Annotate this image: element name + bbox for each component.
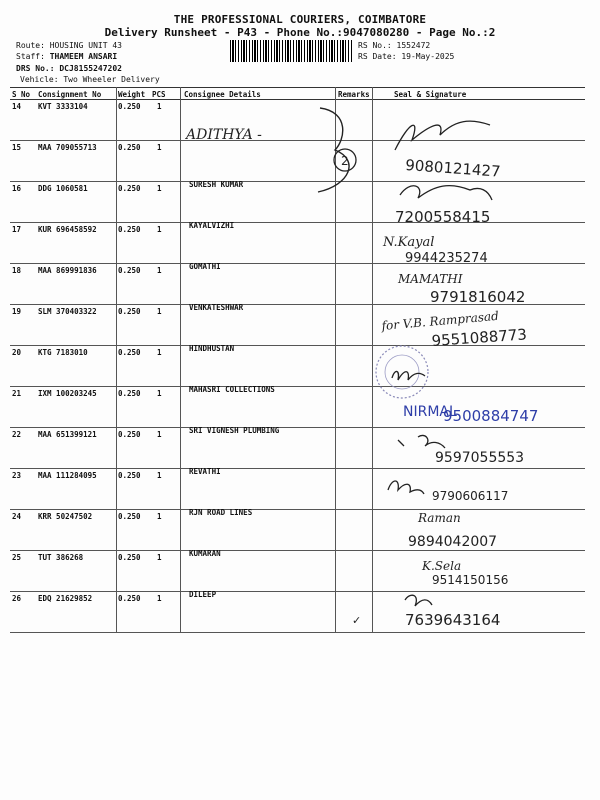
row-weight: 0.250	[118, 512, 141, 521]
row-consignment-no: MAA 651399121	[38, 430, 97, 439]
handwritten-phone: 9080121427	[404, 156, 502, 181]
row-weight: 0.250	[118, 553, 141, 562]
row-pcs: 1	[157, 266, 162, 275]
row-consignment-no: IXM 100203245	[38, 389, 97, 398]
row-sno: 26	[12, 594, 22, 603]
handwritten-signature: K.Sela	[422, 559, 462, 573]
runsheet-subtitle: Delivery Runsheet - P43 - Phone No.:9047080280 - Page No.:2	[104, 26, 496, 39]
row-consignment-no: KRR 50247502	[38, 512, 93, 521]
staff-value: THAMEEM ANSARI	[49, 52, 118, 61]
row-pcs: 1	[157, 184, 162, 193]
row-pcs: 1	[157, 471, 162, 480]
rs-number: RS No.: 1552472	[358, 41, 431, 50]
row-weight: 0.250	[118, 348, 141, 357]
handwritten-phone: 9790606117	[432, 489, 509, 503]
handwritten-phone: 9514150156	[432, 573, 509, 587]
row-consignment-no: MAA 869991836	[38, 266, 97, 275]
col-weight-header: Weight	[118, 90, 146, 99]
col-signature-header: Seal & Signature	[394, 90, 467, 99]
vehicle-info: Vehicle: Two Wheeler Delivery	[20, 75, 160, 84]
row-weight: 0.250	[118, 266, 141, 275]
row-sno: 19	[12, 307, 22, 316]
row-consignee: DILEEP	[189, 590, 217, 599]
row-sno: 14	[12, 102, 22, 111]
row-pcs: 1	[157, 225, 162, 234]
row-pcs: 1	[157, 553, 162, 562]
row-sno: 20	[12, 348, 22, 357]
remarks-bracket	[318, 108, 349, 192]
row-weight: 0.250	[118, 225, 141, 234]
handwritten-phone: 9597055553	[435, 450, 525, 466]
row-consignment-no: TUT 386268	[38, 553, 84, 562]
handwritten-phone: 7200558415	[395, 208, 491, 226]
row-pcs: 1	[157, 430, 162, 439]
handwritten-phone: 9894042007	[408, 534, 498, 550]
handwritten-name-adithya: ADITHYA -	[186, 127, 262, 143]
company-title: THE PROFESSIONAL COURIERS, COIMBATORE	[173, 13, 427, 26]
handwritten-signature: Raman	[418, 511, 461, 525]
row-sno: 23	[12, 471, 22, 480]
col-consignee-header: Consignee Details	[184, 90, 261, 99]
drs-value: DCJ8155247202	[59, 64, 122, 73]
row-weight: 0.250	[118, 471, 141, 480]
row-consignment-no: DDG 1060581	[38, 184, 88, 193]
signature-mark	[392, 371, 425, 380]
row-sno: 22	[12, 430, 22, 439]
row-sno: 21	[12, 389, 22, 398]
row-consignee: SURESH KUMAR	[189, 180, 244, 189]
row-sno: 24	[12, 512, 22, 521]
signature-mark	[398, 435, 445, 448]
row-pcs: 1	[157, 102, 162, 111]
row-consignee: VENKATESHWAR	[189, 303, 244, 312]
row-consignment-no: SLM 370403322	[38, 307, 97, 316]
handwritten-signature: for V.B. Ramprasad	[381, 308, 500, 333]
handwritten-phone: 9551088773	[431, 325, 528, 350]
col-sno-header: S No	[12, 90, 31, 99]
handwritten-phone: 9791816042	[430, 288, 526, 306]
handwritten-signature: N.Kayal	[383, 235, 435, 250]
seal-stamp-inner	[385, 355, 419, 389]
row-pcs: 1	[157, 307, 162, 316]
row-consignee: REVATHI	[189, 467, 221, 476]
row-pcs: 1	[157, 594, 162, 603]
row-weight: 0.250	[118, 143, 141, 152]
row-consignee: SRI VIGNESH PLUMBING	[189, 426, 280, 435]
row-pcs: 1	[157, 143, 162, 152]
row-consignee: GOMATHI	[189, 262, 221, 271]
signature-mark	[405, 595, 432, 606]
row-consignment-no: KUR 696458592	[38, 225, 97, 234]
drs-label: DRS No.:	[16, 64, 55, 73]
row-sno: 15	[12, 143, 22, 152]
row-consignee: RJN ROAD LINES	[189, 508, 253, 517]
row-weight: 0.250	[118, 389, 141, 398]
route-info: Route: HOUSING UNIT 43	[16, 41, 122, 50]
staff-label: Staff:	[16, 52, 45, 61]
row-consignee: KUMARAN	[189, 549, 221, 558]
row-consignment-no: MAA 709055713	[38, 143, 97, 152]
rs-date: RS Date: 19-May-2025	[358, 52, 455, 61]
row-sno: 16	[12, 184, 22, 193]
seal-stamp	[376, 346, 428, 398]
handwritten-signature: MAMATHI	[398, 272, 463, 286]
signature-mark	[400, 186, 492, 200]
row-pcs: 1	[157, 389, 162, 398]
row-sno: 25	[12, 553, 22, 562]
handwritten-phone: 9500884747	[443, 407, 539, 425]
row-sno: 17	[12, 225, 22, 234]
handwritten-phone: 9944235274	[405, 251, 488, 266]
handwritten-tick: ✓	[352, 614, 362, 627]
remarks-number: 2	[341, 154, 349, 168]
signature-mark	[395, 121, 490, 150]
col-remarks-header: Remarks	[338, 90, 370, 99]
row-consignee: HINDHUSTAN	[189, 344, 235, 353]
row-sno: 18	[12, 266, 22, 275]
row-pcs: 1	[157, 348, 162, 357]
row-weight: 0.250	[118, 184, 141, 193]
col-consignment-header: Consignment No	[38, 90, 102, 99]
row-consignment-no: EDQ 21629852	[38, 594, 93, 603]
col-pcs-header: PCS	[152, 90, 166, 99]
row-weight: 0.250	[118, 102, 141, 111]
row-weight: 0.250	[118, 307, 141, 316]
handwritten-signature: NIRMAL	[403, 404, 457, 420]
row-weight: 0.250	[118, 594, 141, 603]
row-consignee: KAYALVIZHI	[189, 221, 235, 230]
handwritten-phone: 7639643164	[405, 611, 501, 629]
row-consignment-no: KTG 7183010	[38, 348, 88, 357]
row-consignment-no: MAA 111284095	[38, 471, 97, 480]
row-pcs: 1	[157, 512, 162, 521]
row-weight: 0.250	[118, 430, 141, 439]
signature-mark	[388, 481, 424, 494]
row-consignee: MAHASRI COLLECTIONS	[189, 385, 275, 394]
row-consignment-no: KVT 3333104	[38, 102, 88, 111]
